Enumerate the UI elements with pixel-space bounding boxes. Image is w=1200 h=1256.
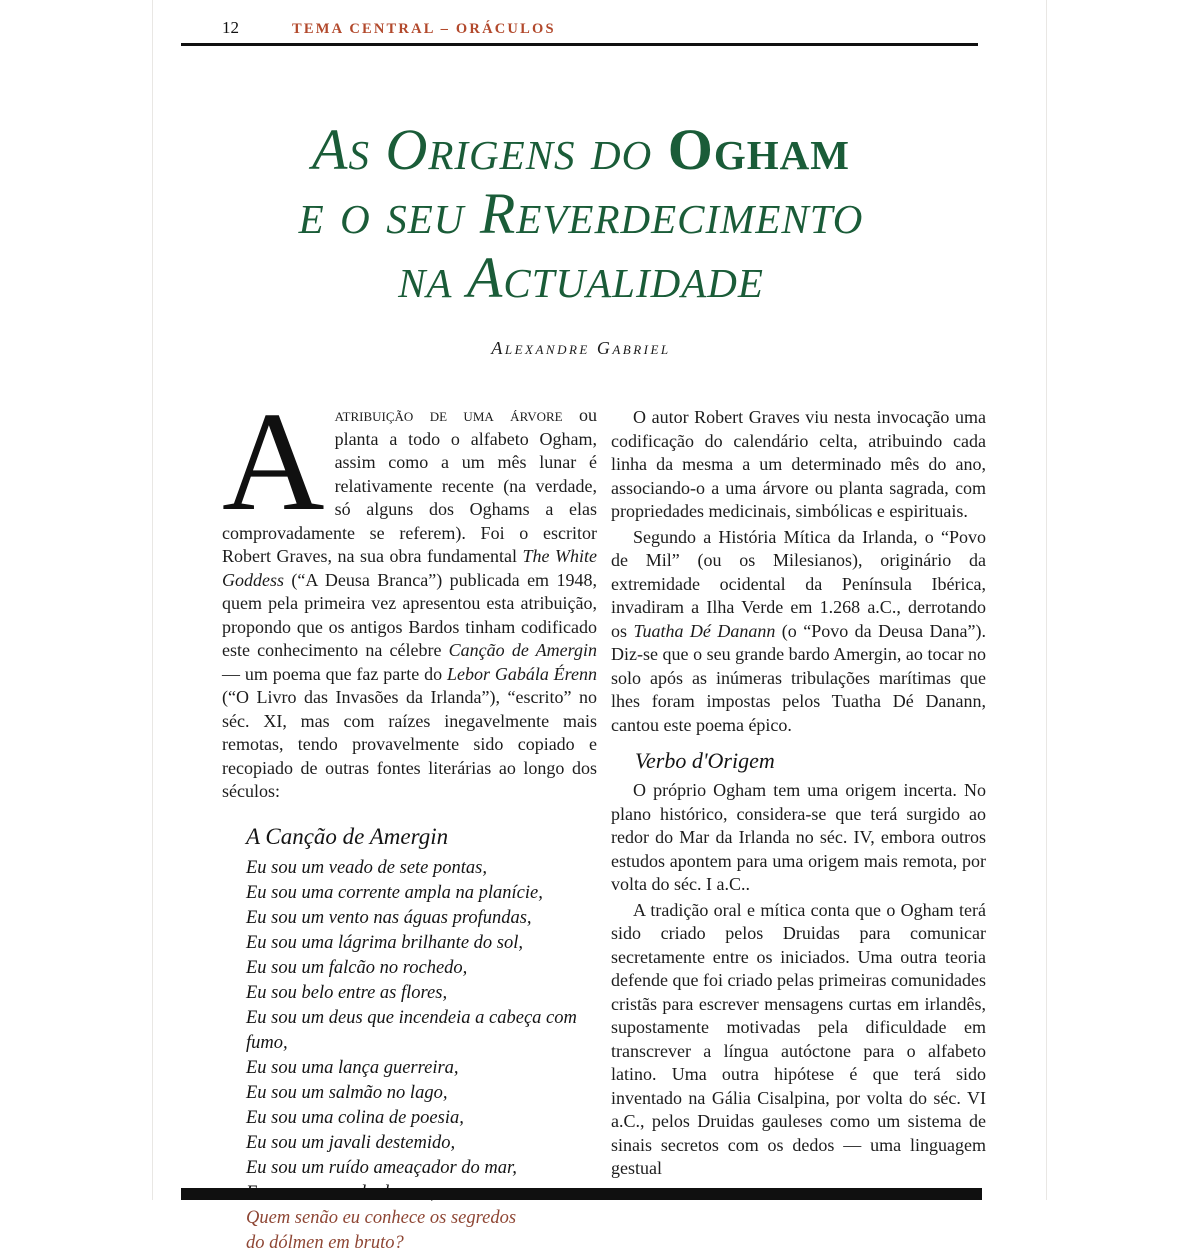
- poem-line: Eu sou um salmão no lago,: [246, 1082, 448, 1103]
- body-paragraph: O autor Robert Graves viu nesta invocação uma codificação do calendário celta, atribuindo cada linha da mesma a um determinado mês do ano, associando-o a uma árvore ou planta sagrada, com propriedades medicinais, simbólicas e espirituais.: [611, 407, 986, 521]
- paragraph-text: ou planta a todo o alfabeto Ogham, assim como a um mês lunar é relativamente recente (na verdade, só alguns dos Oghams a elas comprovadamente se referem). Foi o escritor Robert Graves, na sua obra fundamental: [222, 405, 598, 566]
- poem-title-italic: Canção de Amergin: [448, 640, 597, 660]
- poem-line: Eu sou um falcão no rochedo,: [246, 957, 468, 978]
- paragraph-text: — um poema que faz parte do: [222, 663, 447, 684]
- body-paragraph: O próprio Ogham tem uma origem incerta. No plano histórico, considera-se que terá surgido ao redor do Mar da Irlanda no séc. IV, embora outros estudos apontem para uma origem mais remota, por volta do séc. I a.C..: [611, 780, 986, 894]
- body-paragraph: [611, 526, 986, 738]
- paragraph-text: (o “Povo da Deusa Dana”). Diz-se que o seu grande bardo Amergin, ao tocar no solo após as inúmeras tribulações marítimas que lhes foram impostas pelos Tuatha Dé Danann, cantou este poema épico.: [611, 620, 986, 735]
- article-body: [222, 382, 986, 1256]
- poem-line: Eu sou um ruído ameaçador do mar,: [246, 1157, 517, 1178]
- title-line-1: [181, 118, 981, 182]
- article-title: [181, 118, 981, 310]
- title-line-1-italic: As Origens do: [312, 117, 668, 182]
- poem-line: Eu sou belo entre as flores,: [246, 982, 448, 1003]
- paragraph-text: Segundo a História Mítica da Irlanda, o “Povo de Mil” (ou os Milesianos), originário da extremidade ocidental da Península Ibérica, invadiram a Ilha Verde em 1.268 a.C., derrotando os: [611, 526, 986, 641]
- page-edge-left: [152, 0, 153, 1200]
- page-edge-right: [1046, 0, 1047, 1200]
- masthead: [222, 18, 982, 38]
- poem-line-red: do dólmen em bruto?: [246, 1232, 404, 1253]
- body-paragraph: A tradição oral e mítica conta que o Ogham terá sido criado pelos Druidas para comunicar secretamente entre os iniciados. Uma outra teoria defende que foi criado pelas primeiras comunidades cristãs para escrever mensagens curtas em irlandês, supostamente motivadas pela dificuldade em transcrever a língua autóctone para o alfabeto latino. Uma outra hipótese é que terá sido inventado na Gália Cisalpina, por volta do séc. VI a.C., pelos Druidas gauleses como um sistema de sinais secretos com os dedos — uma linguagem gestual: [611, 899, 986, 1178]
- poem-line: Eu sou uma lança guerreira,: [246, 1057, 459, 1078]
- drop-cap: A: [222, 382, 325, 540]
- page-number: 12: [222, 18, 239, 37]
- section-label: TEMA CENTRAL – ORÁCULOS: [292, 21, 556, 37]
- poem-line: Eu sou um deus que incendeia a cabeça com fumo,: [246, 1007, 577, 1053]
- poem-line: Eu sou um javali destemido,: [246, 1132, 456, 1153]
- poem-line: Eu sou um vento nas águas profundas,: [246, 907, 532, 928]
- paragraph-text: (“A Deusa Branca”) publicada em 1948, quem pela primeira vez apresentou esta atribuição, propondo que os antigos Bardos tinham codificado este conhecimento na célebre: [222, 569, 597, 660]
- bottom-rule: [181, 1188, 982, 1200]
- right-column: [611, 404, 986, 1256]
- poem-line: Eu sou uma lágrima brilhante do sol,: [246, 932, 523, 953]
- poem-line: Eu sou uma corrente ampla na planície,: [246, 882, 543, 903]
- title-line-3: na Actualidade: [398, 245, 764, 310]
- paragraph-text: (“O Livro das Invasões da Irlanda”), “escrito” no séc. XI, mas com raízes inegavelmente mais remotas, tendo provavelmente sido copiado e recopiado de outras fontes literárias ao longo dos séculos:: [222, 687, 597, 801]
- poem-line-red: Quem senão eu conhece os segredos: [246, 1207, 517, 1228]
- lead-paragraph: [222, 382, 598, 804]
- title-line-2: e o seu Reverdecimento: [298, 181, 864, 246]
- lead-small-caps: atribuição de uma árvore: [334, 405, 563, 425]
- tribe-name-italic: Tuatha Dé Danann: [633, 620, 776, 641]
- poem-heading: A Canção de Amergin: [246, 823, 449, 849]
- book-title-italic: Lebor Gabála Érenn: [446, 663, 598, 684]
- author-byline: Alexandre Gabriel: [491, 338, 671, 358]
- title-line-1-bold: Ogham: [667, 117, 850, 182]
- book-title-italic: The White Goddess: [222, 546, 597, 590]
- poem-line: Eu sou um veado de sete pontas,: [246, 857, 487, 878]
- header-rule: [181, 43, 978, 46]
- left-column: [222, 382, 598, 1256]
- poem-line: Eu sou uma colina de poesia,: [246, 1107, 464, 1128]
- subsection-heading: Verbo d'Origem: [635, 748, 775, 773]
